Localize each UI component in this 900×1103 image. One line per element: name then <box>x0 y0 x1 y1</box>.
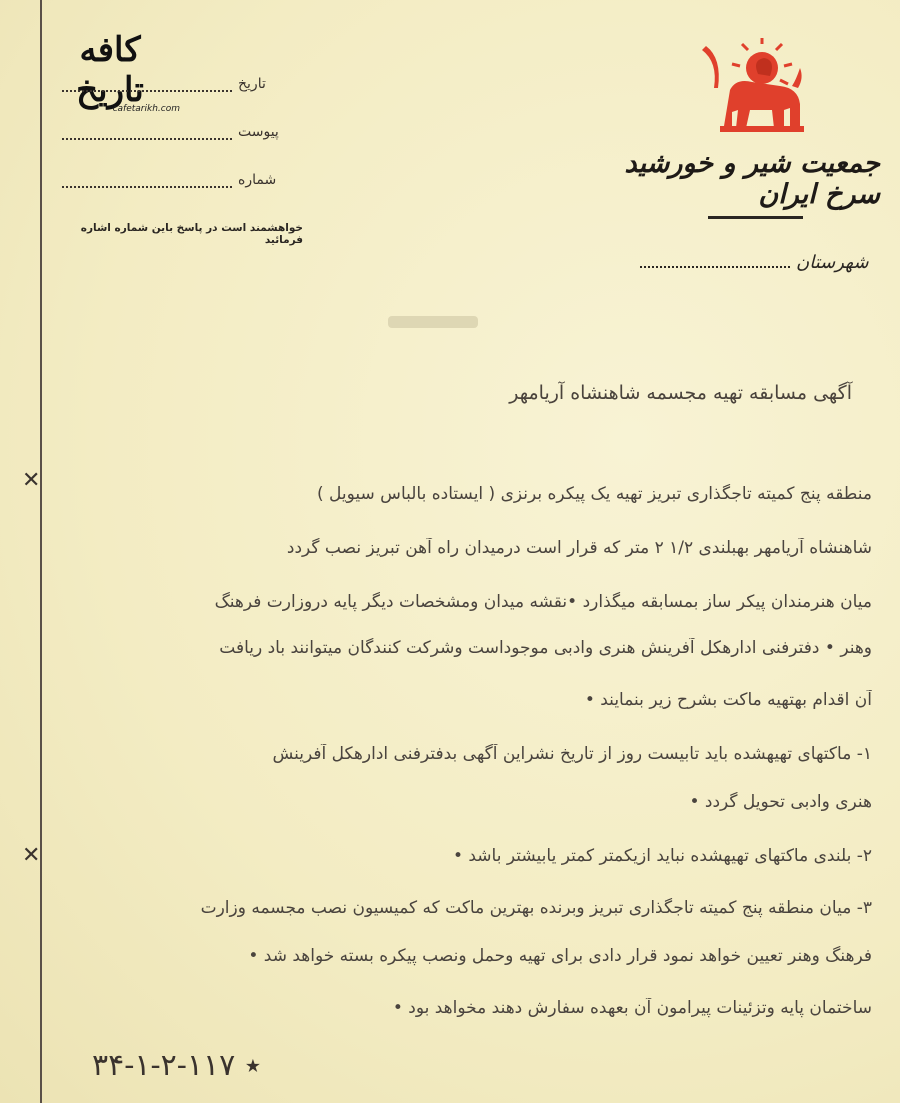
attachment-field <box>62 124 279 140</box>
watermark-title: کافه تاریخ <box>76 30 144 110</box>
lion-and-sun-icon <box>700 38 804 134</box>
number-dotted-line <box>62 186 232 188</box>
city-label: شهرستان <box>796 252 869 273</box>
notice-line: آن اقدام بهتهیه ماکت بشرح زیر بنمایند • <box>584 690 872 710</box>
notice-line: ساختمان پایه وتزئینات پیرامون آن بعهده سفارش دهند مخواهد بود • <box>392 998 872 1018</box>
notice-line: فرهنگ وهنر تعیین خواهد نمود قرار دادی برای تهیه وحمل ونصب پیکره بسته خواهد شد • <box>248 946 872 966</box>
notice-line: منطقه پنج کمیته تاجگذاری تبریز تهیه یک پیکره برنزی ( ایستاده بالباس سیویل ) <box>316 484 872 504</box>
header-rule <box>708 216 803 219</box>
watermark-logo <box>40 30 180 114</box>
reference-note: خواهشمند است در پاسخ باین شماره اشاره فرمائید <box>80 222 303 246</box>
city-field <box>640 252 869 273</box>
handwritten-reference-number: ۳۴-۱-۲-۱۱۷ ٭ <box>92 1048 262 1083</box>
city-dotted-line <box>640 266 790 268</box>
date-label: تاریخ <box>238 76 266 92</box>
margin-x-mark-bottom: ✕ <box>22 843 41 868</box>
notice-line: وهنر • دفترفنی ادارهکل آفرینش هنری وادبی موجوداست وشرکت کنندگان میتوانند باد ریافت <box>219 638 872 658</box>
date-field <box>62 76 266 92</box>
notice-line: ۱- ماکتهای تهیهشده باید تابیست روز از تاریخ نشراین آگهی بدفترفنی ادارهکل آفرینش <box>272 744 872 764</box>
number-label: شماره <box>238 172 277 188</box>
notice-title: آگهی مسابقه تهیه مجسمه شاهنشاه آریامهر <box>509 382 852 404</box>
notice-line: ۲- بلندی ماکتهای تهیهشده نباید ازیکمتر کمتر یابیشتر باشد • <box>452 846 872 866</box>
date-dotted-line <box>62 90 232 92</box>
stamp-smudge <box>388 316 478 328</box>
organization-name: جمعیت شیر و خورشید سرخ ایران <box>624 148 880 210</box>
attachment-dotted-line <box>62 138 232 140</box>
margin-x-mark-top: ✕ <box>22 468 41 493</box>
notice-line: ۳- میان منطقه پنج کمیته تاجگذاری تبریز وبرنده بهترین ماکت که کمیسیون نصب مجسمه وزارت <box>200 898 872 918</box>
notice-line: شاهنشاه آریامهر بهبلندی ۱/۲ ۲ متر که قرار است درمیدان راه آهن تبریز نصب گردد <box>286 538 872 558</box>
notice-line: میان هنرمندان پیکر ساز بمسابقه میگذارد •نقشه میدان ومشخصات دیگر پایه دروزارت فرهنگ <box>214 592 872 612</box>
attachment-label: پیوست <box>238 124 279 140</box>
number-field <box>62 172 276 188</box>
watermark-site: cafetarikh.com <box>112 104 180 114</box>
notice-line: هنری وادبی تحویل گردد • <box>689 792 872 812</box>
